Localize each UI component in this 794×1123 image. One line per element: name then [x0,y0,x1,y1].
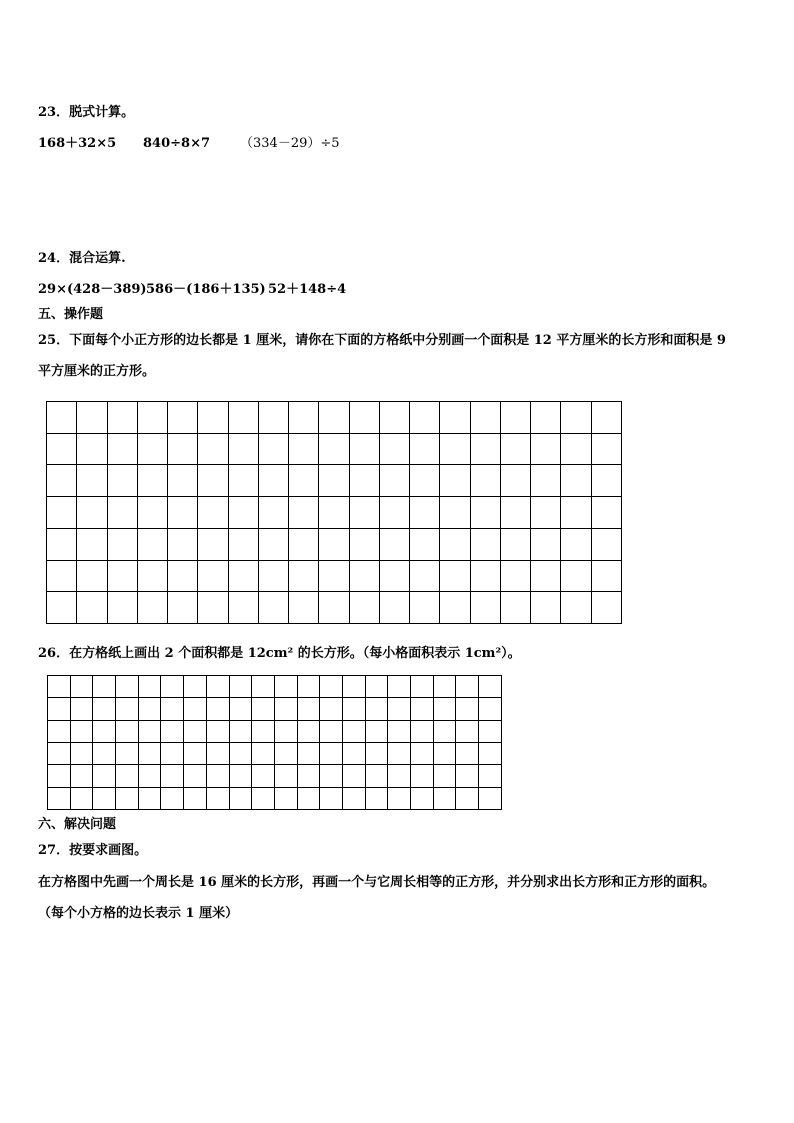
q25-grid-cell [500,433,530,465]
q25-grid-cell [228,560,258,592]
q26-grid-cell [206,698,229,720]
q26-grid-cell [161,765,184,787]
q26-grid-cell [411,720,434,742]
q26-grid-cell [161,720,184,742]
q26-grid-cell [433,676,456,698]
q25-grid-cell [258,592,288,624]
q25-grid-cell [561,528,591,560]
q26-grid-cell [320,742,343,764]
q25-grid-cell [591,402,622,434]
q25-grid-cell [591,528,622,560]
q25-grid-cell [228,528,258,560]
q25-grid-cell [168,528,198,560]
q26-grid-cell [365,676,388,698]
q26-grid-cell [411,765,434,787]
q25-grid-cell [440,560,470,592]
q25-grid-cell [77,402,107,434]
q26-grid-cell [388,698,411,720]
q25-grid-cell [561,560,591,592]
q26-grid-cell [116,720,139,742]
q26-grid-cell [388,765,411,787]
q26-grid-cell [138,698,161,720]
q26-grid-cell [479,765,502,787]
q25-grid-cell [561,433,591,465]
q25-grid-cell [77,465,107,497]
q25-grid-cell [591,560,622,592]
q26-grid-cell [297,742,320,764]
q25-grid-cell [107,433,137,465]
q26-grid-cell [320,698,343,720]
q24-expr-1: 29×(428－389) [38,282,147,297]
q26-grid-cell [48,742,71,764]
q25-grid-cell [137,592,167,624]
q25-grid-cell [561,402,591,434]
q25-grid-cell [137,560,167,592]
q25-grid-cell [168,465,198,497]
q26-grid-cell [48,787,71,809]
q26-grid-cell [93,676,116,698]
q26-grid-cell [138,720,161,742]
q26-grid-cell [229,698,252,720]
q25-grid-cell [319,402,349,434]
q26-grid-cell [342,787,365,809]
q26-grid-cell [184,787,207,809]
q25-grid-cell [258,465,288,497]
q26-grid-cell [70,676,93,698]
q25-grid-cell [107,560,137,592]
q26-grid-cell [365,765,388,787]
q26-grid-cell [274,742,297,764]
q25-grid-cell [77,497,107,529]
q25-grid-cell [258,528,288,560]
q26-grid-cell [297,676,320,698]
q26-grid [47,675,502,810]
q25-grid-row [47,592,622,624]
q25-grid-cell [440,592,470,624]
q25-grid-cell [531,592,561,624]
q25-grid-row [47,497,622,529]
q26-grid-cell [161,742,184,764]
q26-grid-cell [93,765,116,787]
q26-grid-cell [229,742,252,764]
q25-grid-cell [319,528,349,560]
q25-grid-cell [500,528,530,560]
q25-grid-cell [77,433,107,465]
q25-grid-cell [500,560,530,592]
q25-grid-cell [258,433,288,465]
q26-grid-cell [252,787,275,809]
q25-grid-cell [561,592,591,624]
q25-grid-cell [228,402,258,434]
q25-grid-cell [531,497,561,529]
q26-grid-cell [70,742,93,764]
q25-grid-row [47,433,622,465]
q25-grid-row [47,465,622,497]
q25-grid-cell [137,465,167,497]
q26-grid-cell [411,676,434,698]
q25-grid-cell [107,592,137,624]
q25-grid-cell [319,592,349,624]
q25-grid-cell [531,465,561,497]
q26-grid-cell [388,676,411,698]
q25-grid-cell [228,433,258,465]
q26-grid-cell [456,787,479,809]
q27-line1: 在方格图中先画一个周长是 16 厘米的长方形，再画一个与它周长相等的正方形，并分别求出长方形和正方形的面积。 [38,875,716,890]
q26-grid-cell [252,742,275,764]
q26-grid-cell [274,787,297,809]
q26-grid-cell [456,765,479,787]
q25-grid-cell [289,528,319,560]
q25-grid-row [47,402,622,434]
q25-grid-cell [500,465,530,497]
q26-grid-cell [116,742,139,764]
q25-grid-cell [591,497,622,529]
section6-title: 六、解决问题 [38,817,117,832]
q25-grid-cell [137,402,167,434]
q25-grid-cell [379,560,409,592]
q25-grid-cell [319,465,349,497]
q26-grid-cell [342,720,365,742]
q25-grid-cell [228,592,258,624]
q26-grid-cell [93,787,116,809]
q25-grid-cell [198,433,228,465]
q26-grid-cell [433,765,456,787]
q26-grid-cell [297,765,320,787]
q26-grid-cell [184,720,207,742]
q26-grid-cell [116,676,139,698]
q26-grid-cell [479,787,502,809]
q26-grid-cell [229,676,252,698]
q26-grid-cell [411,698,434,720]
q26-grid-cell [320,720,343,742]
q26-grid-cell [184,676,207,698]
q25-grid-cell [137,497,167,529]
q25-grid-cell [47,402,77,434]
q25-grid-cell [349,402,379,434]
q27-title: 27．按要求画图。 [38,843,148,858]
q25-grid-cell [500,402,530,434]
q25-grid-cell [289,465,319,497]
q26-grid-cell [70,720,93,742]
q25-grid-row [47,560,622,592]
q25-grid-cell [258,402,288,434]
q26-grid-cell [274,720,297,742]
q26-grid-cell [479,676,502,698]
q25-grid-cell [137,433,167,465]
q26-grid-cell [342,765,365,787]
q26-grid-cell [184,698,207,720]
q25-grid-cell [349,528,379,560]
q25-grid-cell [379,497,409,529]
q25-grid-cell [561,465,591,497]
q25-line1: 25．下面每个小正方形的边长都是 1 厘米，请你在下面的方格纸中分别画一个面积是 12 平方厘米的长方形和面积是 9 [38,333,726,348]
q26-grid-cell [365,720,388,742]
q26-grid-cell [161,676,184,698]
q25-grid-cell [440,528,470,560]
q25-grid-cell [198,402,228,434]
q26-grid-cell [433,742,456,764]
q25-grid-cell [289,497,319,529]
q26-grid-row [48,698,502,720]
q26-grid-row [48,742,502,764]
q25-grid-cell [561,497,591,529]
q26-grid-cell [229,787,252,809]
q25-grid-cell [168,433,198,465]
q26-grid-cell [206,720,229,742]
q25-grid-cell [137,528,167,560]
q25-grid-cell [379,528,409,560]
q26-grid-cell [252,720,275,742]
q26-grid-cell [206,787,229,809]
q26-grid-cell [48,720,71,742]
q26-grid-cell [365,698,388,720]
q26-grid-cell [229,720,252,742]
q25-grid-row [47,528,622,560]
q26-grid-cell [48,765,71,787]
q25-grid-cell [47,433,77,465]
q24-expr-2: 586－(186＋135) [146,282,266,297]
q25-grid-cell [470,592,500,624]
q25-grid-cell [319,497,349,529]
q25-grid-cell [470,465,500,497]
q26-grid-cell [206,676,229,698]
q25-grid-cell [410,592,440,624]
q26-grid-cell [456,742,479,764]
q24-title: 24．混合运算. [38,251,126,266]
q26-grid-cell [297,787,320,809]
q25-grid-cell [319,433,349,465]
q25-grid-cell [410,528,440,560]
q26-grid-cell [342,698,365,720]
q25-grid-cell [379,433,409,465]
q25-grid-cell [440,465,470,497]
q25-grid-cell [440,497,470,529]
q26-grid-cell [252,698,275,720]
q25-grid-cell [470,433,500,465]
q25-grid-cell [349,433,379,465]
q23-title: 23．脱式计算。 [38,105,135,120]
q26-grid-cell [320,676,343,698]
q26-grid-cell [138,765,161,787]
q25-grid-cell [168,497,198,529]
q25-grid-cell [319,560,349,592]
q26-grid-cell [342,676,365,698]
q26-grid-cell [184,742,207,764]
q25-grid-cell [228,497,258,529]
q26-grid-cell [479,742,502,764]
q25-grid-cell [410,497,440,529]
q26-grid-cell [365,742,388,764]
q25-grid-cell [47,592,77,624]
q26-title: 26．在方格纸上画出 2 个面积都是 12cm² 的长方形。（每小格面积表示 1cm²）。 [38,646,521,661]
q26-grid-cell [70,698,93,720]
q25-grid-cell [379,402,409,434]
q26-grid-cell [274,676,297,698]
q25-grid-cell [47,528,77,560]
q26-grid-cell [388,787,411,809]
q26-grid-cell [479,698,502,720]
q27-line2: （每个小方格的边长表示 1 厘米） [38,906,239,921]
q25-grid-cell [410,433,440,465]
q25-grid-cell [379,592,409,624]
q23-expr-3: （334－29）÷5 [240,136,340,151]
q25-grid-cell [591,592,622,624]
q26-grid-cell [252,676,275,698]
q25-grid-cell [198,497,228,529]
q26-grid-cell [320,765,343,787]
q26-grid-cell [479,720,502,742]
q26-grid-cell [320,787,343,809]
q26-grid-cell [433,787,456,809]
q25-grid-cell [289,433,319,465]
q26-grid-cell [297,720,320,742]
q25-grid-cell [410,560,440,592]
q26-grid-cell [70,787,93,809]
q25-grid-cell [77,592,107,624]
q26-grid-cell [297,698,320,720]
q26-grid-cell [48,676,71,698]
q25-grid-cell [410,402,440,434]
q25-grid-cell [168,560,198,592]
q25-grid-cell [47,560,77,592]
q25-grid-cell [500,592,530,624]
q25-grid-cell [107,402,137,434]
q26-grid-cell [116,698,139,720]
q25-grid-cell [349,465,379,497]
q25-grid-cell [198,465,228,497]
q25-grid [46,401,622,624]
q25-grid-cell [77,528,107,560]
q26-grid-cell [93,742,116,764]
q25-grid-cell [289,402,319,434]
q25-grid-cell [349,497,379,529]
q25-grid-cell [531,402,561,434]
q26-grid-cell [411,787,434,809]
q26-grid-cell [138,676,161,698]
q25-grid-cell [470,402,500,434]
q26-grid-cell [456,676,479,698]
q25-grid-cell [198,528,228,560]
q25-grid-cell [349,592,379,624]
q25-grid-cell [349,560,379,592]
q25-grid-cell [440,402,470,434]
q25-grid-cell [258,560,288,592]
q26-grid-cell [93,720,116,742]
q26-grid-row [48,676,502,698]
q25-grid-cell [168,592,198,624]
q26-grid-cell [229,765,252,787]
q25-grid-cell [228,465,258,497]
q26-grid-cell [184,765,207,787]
q26-grid-cell [388,742,411,764]
q26-grid-cell [206,742,229,764]
q26-grid-cell [274,698,297,720]
q25-grid-cell [47,497,77,529]
q26-grid-row [48,720,502,742]
q26-grid-cell [70,765,93,787]
q26-grid-cell [365,787,388,809]
q26-grid-cell [433,720,456,742]
q25-grid-cell [107,497,137,529]
q26-grid-row [48,765,502,787]
section5-title: 五、操作题 [38,307,104,322]
q24-expr-3: 52＋148÷4 [268,282,347,297]
q26-grid-cell [433,698,456,720]
q26-grid-cell [161,787,184,809]
q25-grid-cell [107,465,137,497]
q25-grid-cell [258,497,288,529]
q26-grid-cell [116,787,139,809]
q26-grid-cell [456,720,479,742]
q26-grid-cell [161,698,184,720]
q25-grid-cell [289,560,319,592]
q25-grid-cell [531,560,561,592]
q25-grid-cell [47,465,77,497]
q26-grid-cell [342,742,365,764]
q26-grid-cell [206,765,229,787]
q25-grid-cell [470,560,500,592]
q26-grid-row [48,787,502,809]
q23-expr-1: 168＋32×5 [38,136,117,151]
q25-grid-cell [591,465,622,497]
q25-grid-cell [198,560,228,592]
q26-grid-cell [48,698,71,720]
q25-line2: 平方厘米的正方形。 [38,364,156,379]
q25-grid-cell [198,592,228,624]
q25-grid-cell [77,560,107,592]
q25-grid-cell [470,528,500,560]
q25-grid-cell [410,465,440,497]
q26-grid-cell [138,787,161,809]
q26-grid-cell [116,765,139,787]
q26-grid-cell [93,698,116,720]
q25-grid-cell [440,433,470,465]
q26-grid-cell [274,765,297,787]
q26-grid-cell [252,765,275,787]
q26-grid-cell [411,742,434,764]
q25-grid-cell [289,592,319,624]
q26-grid-cell [388,720,411,742]
q25-grid-cell [470,497,500,529]
q25-grid-cell [107,528,137,560]
q25-grid-cell [500,497,530,529]
q25-grid-cell [168,402,198,434]
q25-grid-cell [531,433,561,465]
q25-grid-cell [379,465,409,497]
q23-expr-2: 840÷8×7 [143,136,211,151]
q26-grid-cell [138,742,161,764]
q26-grid-cell [456,698,479,720]
q25-grid-cell [531,528,561,560]
q25-grid-cell [591,433,622,465]
